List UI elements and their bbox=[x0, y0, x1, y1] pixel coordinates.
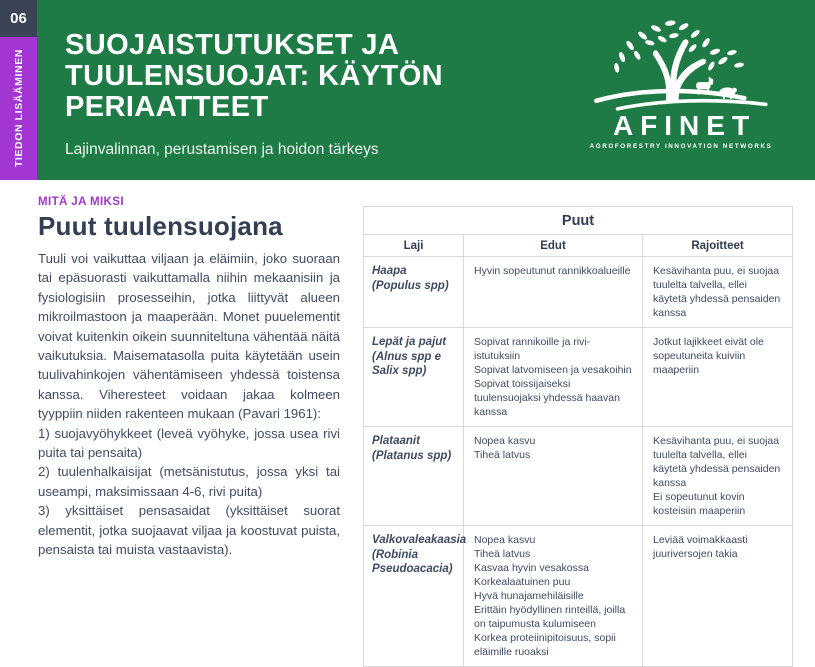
page-title bbox=[65, 30, 443, 123]
species-latin: (Platanus spp) bbox=[372, 449, 452, 462]
benefits-cell bbox=[464, 328, 643, 427]
species-cell bbox=[364, 328, 464, 427]
column-header: Edut bbox=[464, 235, 643, 257]
benefit-line: Hyvin sopeutunut rannikkoalueille bbox=[474, 265, 631, 277]
article-heading: Puut tuulensuojana bbox=[38, 211, 283, 241]
limitations-cell bbox=[643, 257, 793, 328]
benefit-line: Korkea proteiinipitoisuus, sopii eläimille ruoaksi bbox=[474, 632, 616, 658]
limitations-cell bbox=[643, 427, 793, 526]
section-tab bbox=[0, 37, 37, 180]
benefit-line: Tiheä latvus bbox=[474, 548, 531, 560]
sidebar bbox=[0, 0, 37, 579]
table-title: Puut bbox=[364, 207, 793, 235]
article-column bbox=[38, 196, 340, 560]
column-header: Laji bbox=[364, 235, 464, 257]
species-name: Valkovaleakaasia bbox=[372, 534, 467, 546]
table-row bbox=[364, 328, 793, 427]
species-latin: (Alnus spp e Salix spp) bbox=[372, 350, 442, 377]
limitation-line: Jotkut lajikkeet eivät ole sopeutuneita kuiviin maaperiin bbox=[653, 336, 764, 376]
benefits-cell bbox=[464, 526, 643, 667]
benefit-line: Sopivat latvomiseen ja vesakoihin bbox=[474, 364, 632, 376]
column-header: Rajoitteet bbox=[643, 235, 793, 257]
article-list bbox=[38, 424, 340, 560]
table-row bbox=[364, 526, 793, 667]
benefit-line: Nopea kasvu bbox=[474, 534, 536, 546]
header-banner bbox=[37, 0, 815, 180]
table-row bbox=[364, 427, 793, 526]
limitation-line: Leviää voimakkaasti juuriversojen takia bbox=[653, 534, 748, 560]
limitation-line: Kesävihanta puu, ei suojaa tuulelta talvella, ellei käytetä yhdessä pensaiden kanssa bbox=[653, 265, 781, 319]
list-item: 1) suojavyöhykkeet (leveä vyöhyke, jossa usea rivi puita tai pensaita) bbox=[38, 425, 340, 461]
afinet-logo bbox=[575, 16, 787, 150]
logo-tagline: AGROFORESTRY INNOVATION NETWORKS bbox=[589, 143, 773, 150]
table-header-row bbox=[364, 235, 793, 257]
species-latin: (Robinia Pseudoacacia) bbox=[372, 548, 453, 575]
table-body bbox=[364, 257, 793, 667]
benefits-cell bbox=[464, 257, 643, 328]
trees-table bbox=[363, 206, 793, 667]
list-item: 2) tuulenhalkaisijat (metsänistutus, jossa yksi tai useampi, maksimissaan 4-6, rivi puita) bbox=[38, 464, 340, 499]
benefit-line: Tiheä latvus bbox=[474, 449, 531, 461]
benefit-line: Kasvaa hyvin vesakossa bbox=[474, 562, 589, 574]
limitations-cell bbox=[643, 526, 793, 667]
limitations-cell bbox=[643, 328, 793, 427]
species-cell bbox=[364, 526, 467, 667]
page-number: 06 bbox=[0, 0, 37, 37]
benefit-line: Sopivat toissijaiseksi tuulensuojaksi yhdessä haavan kanssa bbox=[474, 378, 620, 418]
species-name: Lepät ja pajut bbox=[372, 336, 447, 348]
species-cell bbox=[364, 257, 464, 328]
article-paragraph: Tuuli voi vaikuttaa viljaan ja eläimiin, joko suoraan tai epäsuorasti vaikuttamalla niihin mekaanisiin ja fysiologisiin prosesseihin, jotka liittyvät alueen mikroilmastoon ja maaperään. Monet puuelementit voivat kuitenkin oikein suunniteltuna vähentää näitä vaikutuksia. Maisematasolla puita käytetään usein tuulivahinkojen vähentämiseen yhdessä toistensa kanssa. Viheresteet voidaan jakaa kolmeen tyyppiin niiden rakenteen mukaan (Pavari 1961): bbox=[38, 251, 340, 422]
limitation-line: Kesävihanta puu, ei suojaa tuulelta talvella, ellei käytetä yhdessä pensaiden kanssa bbox=[653, 435, 781, 489]
table-title-row bbox=[364, 207, 793, 235]
species-cell bbox=[364, 427, 464, 526]
benefit-line: Erittäin hyödyllinen rinteillä, joilla on taipumusta kulumiseen bbox=[474, 604, 626, 630]
benefit-line: Korkealaatuinen puu bbox=[474, 576, 571, 588]
logo-wordmark: AFINET bbox=[612, 110, 757, 141]
page-subtitle: Lajinvalinnan, perustamisen ja hoidon tärkeys bbox=[65, 141, 379, 158]
article-kicker: MITÄ JA MIKSI bbox=[38, 196, 124, 208]
page-title-line: SUOJAISTUTUKSET JA bbox=[65, 29, 400, 61]
agroforestry-tree-icon bbox=[586, 16, 776, 116]
species-latin: (Populus spp) bbox=[372, 279, 449, 292]
benefit-line: Sopivat rannikoille ja rivi-istutuksiin bbox=[474, 336, 591, 362]
benefit-line: Hyvä hunajamehiläisille bbox=[474, 590, 584, 602]
species-name: Plataanit bbox=[372, 435, 420, 447]
page-title-line: PERIAATTEET bbox=[65, 91, 269, 123]
table-row bbox=[364, 257, 793, 328]
page-title-line: TUULENSUOJAT: KÄYTÖN bbox=[65, 60, 444, 92]
section-tab-label: TIEDON LISÄÄMINEN bbox=[12, 49, 25, 168]
benefit-line: Nopea kasvu bbox=[474, 435, 536, 447]
limitation-line: Ei sopeutunut kovin kosteisiin maaperiin bbox=[653, 491, 746, 517]
species-name: Haapa bbox=[372, 265, 407, 277]
benefits-cell bbox=[464, 427, 643, 526]
list-item: 3) yksittäiset pensasaidat (yksittäiset suorat elementit, jotka suojaavat viljaa ja koostuvat puista, pensaista tai muista vastaavista). bbox=[38, 503, 340, 558]
